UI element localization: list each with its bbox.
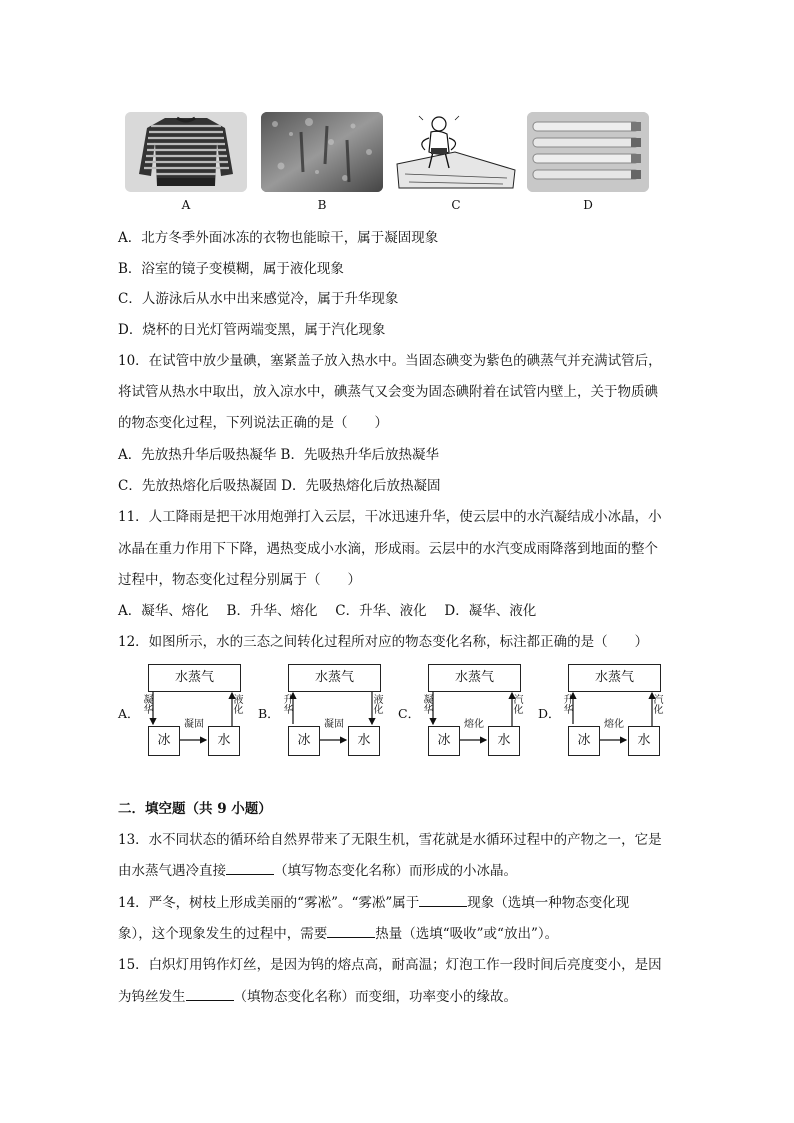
- middle-arrow-label: 凝固: [184, 719, 204, 730]
- q13-line-2: [118, 861, 517, 881]
- q11-stem-line-2: 冰晶在重力作用下下降，遇热变成小水滴，形成雨。云层中的水汽变成雨降落到地面的整个: [118, 541, 658, 557]
- image-caption-c: C: [451, 198, 461, 212]
- q12-diagram-b: [258, 664, 398, 756]
- right-arrow-label: 汽化: [653, 695, 664, 716]
- q10-options-ab: A．先放热升华后吸热凝华 B．先吸热升华后放热凝华: [118, 447, 439, 463]
- q13-text-after-blank: （填写物态变化名称）而形成的小冰晶。: [274, 863, 517, 879]
- q9-option-c: C．人游泳后从水中出来感觉冷，属于升华现象: [118, 291, 399, 307]
- q14-line-1: [118, 893, 629, 913]
- diagram-label: B．: [258, 706, 280, 721]
- water-box: 水: [488, 726, 520, 756]
- q15-answer-blank[interactable]: [186, 988, 234, 1001]
- image-caption-b: B: [317, 198, 327, 212]
- left-arrow-label: 凝华: [423, 695, 434, 716]
- q14-text-before-blank-2: 象），这个现象发生的过程中，需要: [118, 926, 328, 942]
- q14-text-before-blank-1: 14．严冬，树枝上形成美丽的“雾凇”。“雾凇”属于: [118, 895, 420, 911]
- q10-options-cd: C．先放热熔化后吸热凝固 D．先吸热熔化后放热凝固: [118, 478, 441, 494]
- vapor-box: 水蒸气: [428, 664, 521, 692]
- q9-option-b: B．浴室的镜子变模糊，属于液化现象: [118, 261, 344, 277]
- q13-line-1: 13．水不同状态的循环给自然界带来了无限生机，雪花就是水循环过程中的产物之一，它是: [118, 832, 662, 848]
- right-arrow-label: 液化: [373, 695, 384, 716]
- q9-option-d: D．烧杯的日光灯管两端变黑，属于汽化现象: [118, 322, 386, 338]
- q15-line-1: 15．白炽灯用钨作灯丝，是因为钨的熔点高，耐高温；灯泡工作一段时间后亮度变小，是因: [118, 957, 662, 973]
- middle-arrow-label: 熔化: [604, 719, 624, 730]
- ice-box: 冰: [568, 726, 600, 756]
- left-arrow-label: 升华: [283, 695, 294, 716]
- q15-text-before-blank: 为钨丝发生: [118, 989, 186, 1005]
- q14-line-2: [118, 924, 558, 944]
- vapor-box: 水蒸气: [148, 664, 241, 692]
- q13-text-before-blank: 由水蒸气遇冷直接: [118, 863, 226, 879]
- q12-diagram-a: [118, 664, 258, 756]
- middle-arrow-label: 凝固: [324, 719, 344, 730]
- right-arrow-label: 汽化: [513, 695, 524, 716]
- left-arrow-label: 升华: [563, 695, 574, 716]
- image-caption-d: D: [583, 198, 593, 212]
- q15-text-after-blank: （填物态变化名称）而变细，功率变小的缘故。: [233, 989, 517, 1005]
- q12-stem: 12．如图所示，水的三态之间转化过程所对应的物态变化名称，标注都正确的是（ ）: [118, 634, 649, 650]
- diagram-label: D．: [538, 706, 561, 721]
- foggy-mirror-image: [261, 112, 383, 192]
- q14-answer-blank-1[interactable]: [419, 894, 467, 907]
- ice-box: 冰: [428, 726, 460, 756]
- vapor-box: 水蒸气: [568, 664, 661, 692]
- q12-diagram-c: [398, 664, 538, 756]
- ice-box: 冰: [148, 726, 180, 756]
- ice-box: 冰: [288, 726, 320, 756]
- right-arrow-label: 液化: [233, 695, 244, 716]
- section-2-title: 二．填空题（共 9 小题）: [118, 801, 272, 817]
- q12-diagram-d: [538, 664, 678, 756]
- diagram-label: A．: [118, 706, 140, 721]
- q11-options: A．凝华、熔化 B．升华、熔化 C．升华、液化 D．凝华、液化: [118, 603, 537, 619]
- q14-answer-blank-2[interactable]: [327, 925, 375, 938]
- q13-answer-blank[interactable]: [226, 862, 274, 875]
- middle-arrow-label: 熔化: [464, 719, 484, 730]
- left-arrow-label: 凝华: [143, 695, 154, 716]
- q10-stem-line-2: 将试管从热水中取出，放入凉水中，碘蒸气又会变为固态碘附着在试管内壁上，关于物质碘: [118, 384, 658, 400]
- vapor-box: 水蒸气: [288, 664, 381, 692]
- image-caption-a: A: [181, 198, 191, 212]
- q10-stem-line-3: 的物态变化过程，下列说法正确的是（ ）: [118, 415, 388, 431]
- q11-stem-line-1: 11．人工降雨是把干冰用炮弹打入云层，干冰迅速升华，使云层中的水汽凝结成小冰晶，小: [118, 509, 662, 525]
- q9-option-a: A．北方冬季外面冰冻的衣物也能晾干，属于凝固现象: [118, 230, 439, 246]
- q14-text-after-blank-2: 热量（选填“吸收”或“放出”）。: [375, 926, 559, 942]
- image-row: [125, 112, 655, 212]
- sweater-image: [125, 112, 247, 192]
- q11-stem-line-3: 过程中，物态变化过程分别属于（ ）: [118, 572, 361, 588]
- swimmer-image: [395, 112, 517, 192]
- fluorescent-tubes-image: [527, 112, 649, 192]
- water-box: 水: [348, 726, 380, 756]
- water-box: 水: [628, 726, 660, 756]
- q15-line-2: [118, 987, 517, 1007]
- diagram-label: C．: [398, 706, 421, 721]
- q10-stem-line-1: 10．在试管中放少量碘，塞紧盖子放入热水中。当固态碘变为紫色的碘蒸气并充满试管后，: [118, 353, 662, 369]
- q14-text-after-blank-1: 现象（选填一种物态变化现: [467, 895, 630, 911]
- water-box: 水: [208, 726, 240, 756]
